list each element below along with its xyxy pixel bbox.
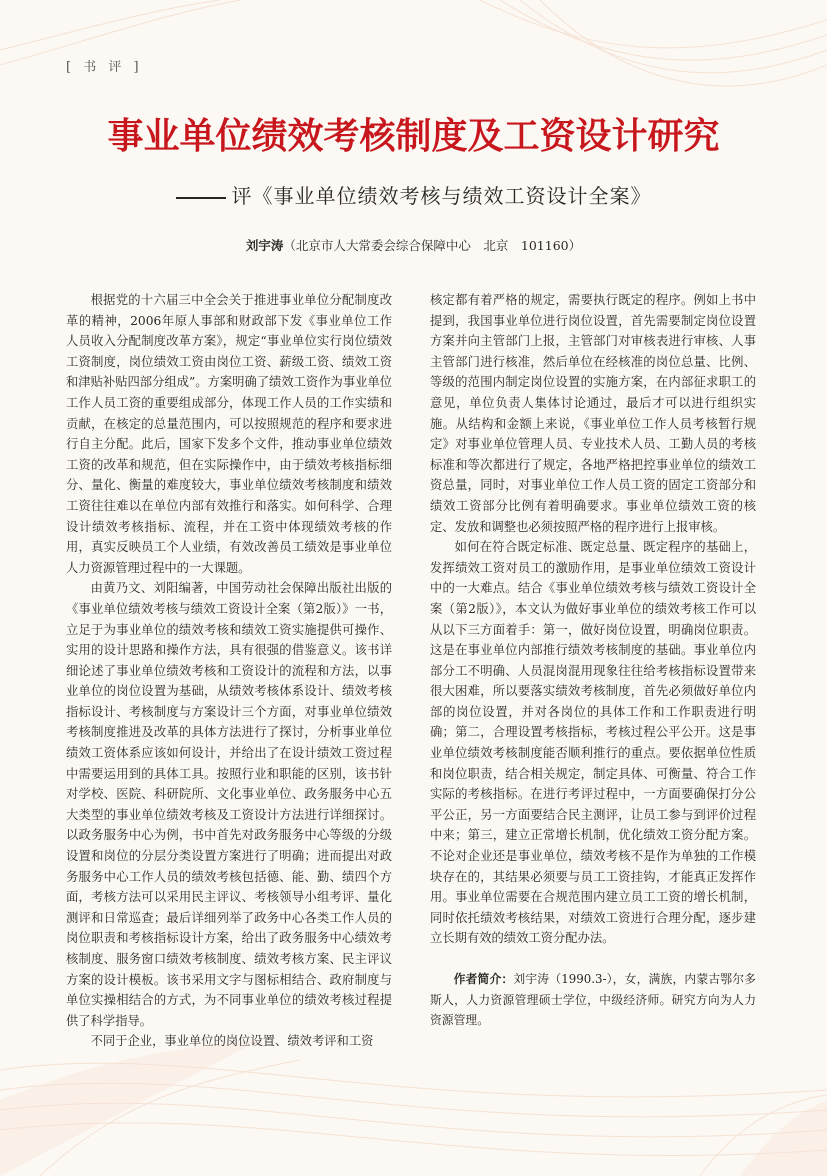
paragraph: 如何在符合既定标准、既定总量、既定程序的基础上，发挥绩效工资对员工的激励作用，是事业单位绩效工资设计中的一大难点。结合《事业单位绩效考核与绩效工资设计全案（第2版）》，本文认为做好事业单位的绩效考核工作可以从以下三方面着手：第一，做好岗位设置，明确岗位职责。这是在事业单位内部推行绩效考核制度的基础。事业单位内部分工不明确、人员混岗混用现象往往给考核指标设置带来很大困难，所以要落实绩效考核制度，首先必须做好单位内部的岗位设置，并对各岗位的具体工作和工作职责进行明确；第二，合理设置考核指标，考核过程公平公开。这是事业单位绩效考核制度能否顺利推行的重点。要依据单位性质和岗位职责，结合相关规定，制定具体、可衡量、符合工作实际的考核指标。在进行考评过程中，一方面要确保打分公平公正，另一方面要结合民主测评，让员工参与到评价过程中来；第三，建立正常增长机制，优化绩效工资分配方案。不论对企业还是事业单位，绩效考核不是作为单独的工作模块存在的，其结果必须要与员工工资挂钩，才能真正发挥作用。事业单位需要在合规范围内建立员工工资的增长机制，同时依托绩效考核结果，对绩效工资进行合理分配，逐步建立长期有效的绩效工资分配办法。 <box>430 540 756 946</box>
author-bio-label: 作者简介： <box>453 972 514 986</box>
paragraph: 核定都有着严格的规定，需要执行既定的程序。例如上书中提到，我国事业单位进行岗位设置，首先需要制定岗位设置方案并向主管部门上报，主管部门对审核表进行审核、人事主管部门进行核准，然后单位在经核准的岗位总量、比例、等级的范围内制定岗位设置的实施方案，在内部征求职工的意见，单位负责人集体讨论通过，最后才可以进行组织实施。从结构和金额上来说，《事业单位工作人员考核暂行规定》对事业单位管理人员、专业技术人员、工勤人员的考核标准和等次都进行了规定，各地严格把控事业单位的绩效工资总量，同时，对事业单位工作人员工资的固定工资部分和绩效工资部分比例有着明确要求。事业单位绩效工资的核定、发放和调整也必须按照严格的程序进行上报审核。 <box>430 293 756 534</box>
paragraph: 由黄乃文、刘阳编著，中国劳动社会保障出版社出版的《事业单位绩效考核与绩效工资设计全案（第2版）》一书，立足于为事业单位的绩效考核和绩效工资实施提供可操作、实用的设计思路和操作方法，具有很强的借鉴意义。该书详细论述了事业单位绩效考核和工资设计的流程和方法，以事业单位的岗位设置为基础，从绩效考核体系设计、绩效考核指标设计、考核制度与方案设计三个方面，对事业单位绩效考核制度推进及改革的具体方法进行了探讨，分析事业单位绩效工资体系应该如何设计，并给出了在设计绩效工资过程中需要运用到的具体工具。按照行业和职能的区别，该书针对学校、医院、科研院所、文化事业单位、政务服务中心五大类型的事业单位绩效考核及工资设计方法进行详细探讨。以政务服务中心为例，书中首先对政务服务中心等级的分级设置和岗位的分层分类设置方案进行了明确；进而提出对政务服务中心工作人员的绩效考核包括德、能、勤、绩四个方面，考核方法可以采用民主评议、考核领导小组考评、量化测评和日常巡查；最后详细列举了政务中心各类工作人员的岗位职责和考核指标设计方案，给出了政务服务中心绩效考核制度、服务窗口绩效考核制度、绩效考核方案、民主评议方案的设计模板。该书采用文字与图标相结合、政府制度与单位实操相结合的方式，为不同事业单位的绩效考核过程提供了科学指导。 <box>66 581 392 1028</box>
author-bio-text: 刘宇涛（1990.3-），女，满族，内蒙古鄂尔多斯人，人力资源管理硕士学位，中级经济师。研究方向为人力资源管理。 <box>430 972 756 1028</box>
article-subtitle <box>0 180 827 209</box>
author-bio <box>430 969 756 1031</box>
left-column <box>66 290 392 1052</box>
author-affiliation: （北京市人大常委会综合保障中心 北京 101160） <box>283 238 582 253</box>
article-title: 事业单位绩效考核制度及工资设计研究 <box>107 116 720 157</box>
em-dash-rule <box>176 197 226 199</box>
author-name: 刘宇涛 <box>245 238 284 253</box>
paragraph: 不同于企业，事业单位的岗位设置、绩效考评和工资 <box>90 1034 374 1049</box>
paragraph: 根据党的十六届三中全会关于推进事业单位分配制度改革的精神，2006年原人事部和财政部下发《事业单位工作人员收入分配制度改革方案》，规定“事业单位实行岗位绩效工资制度，岗位绩效工资由岗位工资、薪级工资、绩效工资和津贴补贴四部分组成”。方案明确了绩效工资作为事业单位工作人员工资的重要组成部分，体现工作人员的工作实绩和贡献，在核定的总量范围内，可以按照规范的程序和要求进行自主分配。此后，国家下发多个文件，推动事业单位绩效工资的改革和规范，但在实际操作中，由于绩效考核指标细分、量化、衡量的难度较大，事业单位绩效考核制度和绩效工资往往难以在单位内部有效推行和落实。如何科学、合理设计绩效考核指标、流程，并在工资中体现绩效考核的作用，真实反映员工个人业绩，有效改善员工绩效是事业单位人力资源管理过程中的一大课题。 <box>66 293 393 575</box>
subtitle-text: 评《事业单位绩效考核与绩效工资设计全案》 <box>231 184 652 208</box>
section-tag: [ 书 评 ] <box>66 60 143 75</box>
right-column <box>430 290 756 1031</box>
byline <box>0 236 827 254</box>
